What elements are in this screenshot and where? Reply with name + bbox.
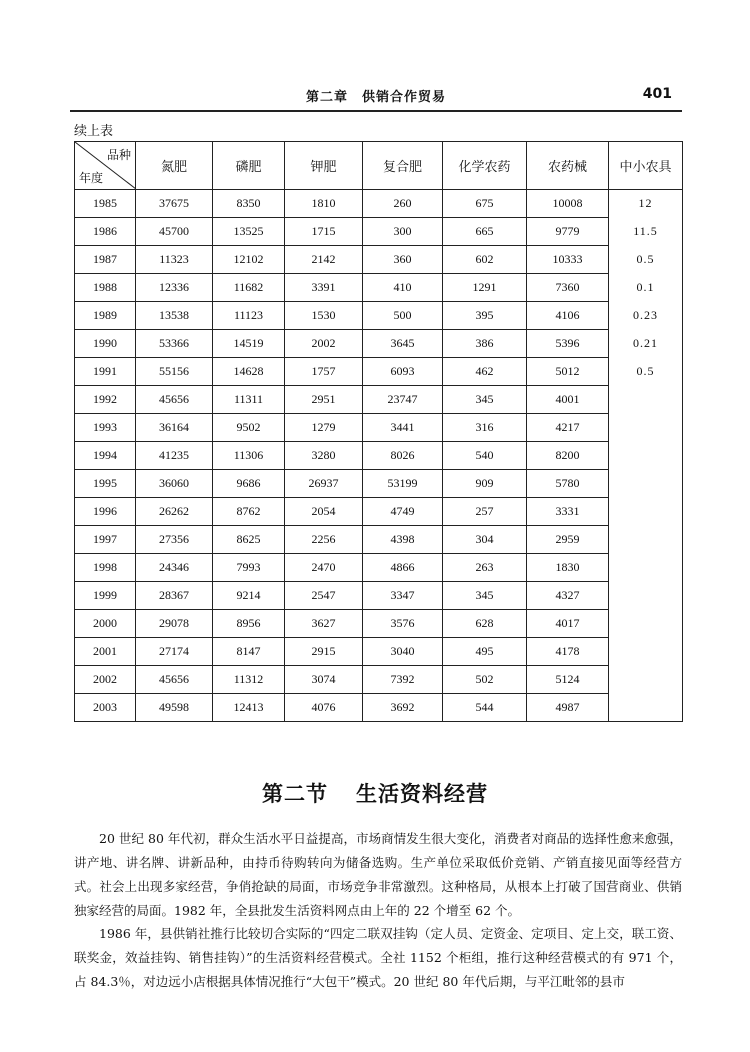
value-cell: 909 (443, 470, 527, 498)
value-cell: 26937 (285, 470, 363, 498)
year-cell: 1998 (75, 554, 136, 582)
value-cell: 4001 (527, 386, 609, 414)
value-cell: 36164 (136, 414, 213, 442)
value-cell: 2470 (285, 554, 363, 582)
value-cell: 0.23 (609, 302, 683, 330)
value-cell: 360 (363, 246, 443, 274)
column-header: 复合肥 (363, 142, 443, 190)
value-cell: 5396 (527, 330, 609, 358)
value-cell: 0.21 (609, 330, 683, 358)
value-cell: 2054 (285, 498, 363, 526)
year-cell: 1991 (75, 358, 136, 386)
value-cell: 462 (443, 358, 527, 386)
value-cell: 3074 (285, 666, 363, 694)
value-cell: 628 (443, 610, 527, 638)
table-row (75, 638, 683, 666)
value-cell: 13538 (136, 302, 213, 330)
value-cell (609, 638, 683, 666)
value-cell: 4327 (527, 582, 609, 610)
table-row (75, 470, 683, 498)
body-paragraph: 20 世纪 80 年代初，群众生活水平日益提高，市场商情发生很大变化，消费者对商品的选择性愈来愈强，讲产地、讲名牌、讲新品种，由持币待购转向为储备选购。生产单位采取低价竞销、产销直接见面等经营方式。社会上出现多家经营，争俏抢缺的局面，市场竞争非常激烈。这种格局，从根本上打破了国营商业、供销独家经营的局面。1982 年，全县批发生活资料网点由上年的 22 个增至 62 个。 (74, 831, 682, 918)
year-cell: 1997 (75, 526, 136, 554)
page-header (70, 80, 682, 112)
value-cell: 3347 (363, 582, 443, 610)
table-row (75, 190, 683, 218)
value-cell: 11311 (213, 386, 285, 414)
value-cell (609, 610, 683, 638)
value-cell: 11306 (213, 442, 285, 470)
year-cell: 1996 (75, 498, 136, 526)
value-cell: 1291 (443, 274, 527, 302)
value-cell: 675 (443, 190, 527, 218)
value-cell: 8147 (213, 638, 285, 666)
value-cell: 37675 (136, 190, 213, 218)
year-cell: 2001 (75, 638, 136, 666)
value-cell: 55156 (136, 358, 213, 386)
column-header: 磷肥 (213, 142, 285, 190)
value-cell: 12336 (136, 274, 213, 302)
table-row (75, 274, 683, 302)
value-cell: 2915 (285, 638, 363, 666)
value-cell: 4217 (527, 414, 609, 442)
value-cell: 29078 (136, 610, 213, 638)
value-cell: 544 (443, 694, 527, 722)
value-cell: 26262 (136, 498, 213, 526)
fertilizer-sales-table (74, 141, 683, 722)
value-cell: 4076 (285, 694, 363, 722)
value-cell: 3692 (363, 694, 443, 722)
value-cell: 9502 (213, 414, 285, 442)
value-cell: 1715 (285, 218, 363, 246)
value-cell: 4017 (527, 610, 609, 638)
value-cell (609, 470, 683, 498)
corner-label-year: 年度 (79, 171, 104, 185)
value-cell (609, 694, 683, 722)
value-cell: 8200 (527, 442, 609, 470)
section-number: 第二节 (262, 782, 328, 806)
table-row (75, 330, 683, 358)
value-cell: 11682 (213, 274, 285, 302)
value-cell (609, 526, 683, 554)
value-cell: 500 (363, 302, 443, 330)
table-body (75, 190, 683, 722)
value-cell: 6093 (363, 358, 443, 386)
column-header: 农药械 (527, 142, 609, 190)
value-cell: 3280 (285, 442, 363, 470)
value-cell: 3391 (285, 274, 363, 302)
value-cell: 2002 (285, 330, 363, 358)
year-cell: 2003 (75, 694, 136, 722)
value-cell (609, 582, 683, 610)
table-row (75, 666, 683, 694)
value-cell: 3040 (363, 638, 443, 666)
value-cell: 53366 (136, 330, 213, 358)
value-cell: 257 (443, 498, 527, 526)
value-cell: 12413 (213, 694, 285, 722)
value-cell: 10333 (527, 246, 609, 274)
value-cell: 2142 (285, 246, 363, 274)
chapter-title: 第二章 供销合作贸易 (305, 90, 446, 105)
value-cell: 45656 (136, 386, 213, 414)
value-cell: 1830 (527, 554, 609, 582)
value-cell: 3645 (363, 330, 443, 358)
value-cell: 7392 (363, 666, 443, 694)
year-cell: 1985 (75, 190, 136, 218)
value-cell: 12 (609, 190, 683, 218)
body-paragraph: 1986 年，县供销社推行比较切合实际的“四定二联双挂钩（定人员、定资金、定项目、定上交，联工资、联奖金，效益挂钩、销售挂钩）”的生活资料经营模式。全社 1152 个柜组，推行这种经营模式的有 971 个，占 84.3％，对边远小店根据具体情况推行“大包干”模式。20 世纪 80 年代后期，与平江毗邻的县市 (74, 926, 682, 989)
value-cell: 45656 (136, 666, 213, 694)
year-cell: 1993 (75, 414, 136, 442)
table-row (75, 554, 683, 582)
value-cell: 11.5 (609, 218, 683, 246)
value-cell: 2256 (285, 526, 363, 554)
value-cell (609, 414, 683, 442)
value-cell: 260 (363, 190, 443, 218)
column-header: 氮肥 (136, 142, 213, 190)
year-cell: 1990 (75, 330, 136, 358)
value-cell: 345 (443, 582, 527, 610)
value-cell: 540 (443, 442, 527, 470)
value-cell (609, 386, 683, 414)
value-cell: 14628 (213, 358, 285, 386)
value-cell: 345 (443, 386, 527, 414)
value-cell (609, 442, 683, 470)
value-cell: 0.1 (609, 274, 683, 302)
table-row (75, 442, 683, 470)
value-cell: 7360 (527, 274, 609, 302)
value-cell: 300 (363, 218, 443, 246)
value-cell: 410 (363, 274, 443, 302)
value-cell: 1530 (285, 302, 363, 330)
value-cell: 49598 (136, 694, 213, 722)
value-cell: 3576 (363, 610, 443, 638)
value-cell: 2951 (285, 386, 363, 414)
value-cell: 1279 (285, 414, 363, 442)
corner-label-variety: 品种 (106, 148, 131, 162)
column-header: 化学农药 (443, 142, 527, 190)
value-cell: 23747 (363, 386, 443, 414)
header-corner-cell (75, 142, 136, 190)
value-cell (609, 498, 683, 526)
value-cell: 602 (443, 246, 527, 274)
value-cell: 4749 (363, 498, 443, 526)
year-cell: 1992 (75, 386, 136, 414)
year-cell: 1986 (75, 218, 136, 246)
value-cell: 4866 (363, 554, 443, 582)
value-cell: 2547 (285, 582, 363, 610)
table-row (75, 386, 683, 414)
value-cell: 28367 (136, 582, 213, 610)
table-row (75, 302, 683, 330)
page-number: 401 (642, 86, 672, 102)
year-cell: 1987 (75, 246, 136, 274)
year-cell: 2000 (75, 610, 136, 638)
year-cell: 1988 (75, 274, 136, 302)
value-cell: 4178 (527, 638, 609, 666)
table-row (75, 246, 683, 274)
value-cell: 5012 (527, 358, 609, 386)
value-cell: 386 (443, 330, 527, 358)
value-cell (609, 554, 683, 582)
value-cell (609, 666, 683, 694)
value-cell: 27356 (136, 526, 213, 554)
value-cell: 12102 (213, 246, 285, 274)
value-cell: 8762 (213, 498, 285, 526)
value-cell: 3441 (363, 414, 443, 442)
value-cell: 4398 (363, 526, 443, 554)
value-cell: 41235 (136, 442, 213, 470)
value-cell: 3331 (527, 498, 609, 526)
value-cell: 11123 (213, 302, 285, 330)
value-cell: 9779 (527, 218, 609, 246)
value-cell: 24346 (136, 554, 213, 582)
table-continued-label: 续上表 (74, 124, 114, 139)
column-header: 中小农具 (609, 142, 683, 190)
value-cell: 1757 (285, 358, 363, 386)
value-cell: 9214 (213, 582, 285, 610)
value-cell: 316 (443, 414, 527, 442)
value-cell: 665 (443, 218, 527, 246)
value-cell: 4987 (527, 694, 609, 722)
table-header-row (75, 142, 683, 190)
value-cell: 27174 (136, 638, 213, 666)
year-cell: 1995 (75, 470, 136, 498)
section-heading (0, 778, 750, 808)
column-header: 钾肥 (285, 142, 363, 190)
value-cell: 2959 (527, 526, 609, 554)
value-cell: 502 (443, 666, 527, 694)
value-cell: 11312 (213, 666, 285, 694)
value-cell: 8625 (213, 526, 285, 554)
value-cell: 395 (443, 302, 527, 330)
value-cell: 304 (443, 526, 527, 554)
table-row (75, 358, 683, 386)
value-cell: 5124 (527, 666, 609, 694)
value-cell: 8026 (363, 442, 443, 470)
value-cell: 263 (443, 554, 527, 582)
table-row (75, 414, 683, 442)
value-cell: 8350 (213, 190, 285, 218)
value-cell: 1810 (285, 190, 363, 218)
value-cell: 4106 (527, 302, 609, 330)
value-cell: 11323 (136, 246, 213, 274)
table-row (75, 610, 683, 638)
year-cell: 1989 (75, 302, 136, 330)
year-cell: 1999 (75, 582, 136, 610)
year-cell: 1994 (75, 442, 136, 470)
table-row (75, 526, 683, 554)
value-cell: 53199 (363, 470, 443, 498)
value-cell: 8956 (213, 610, 285, 638)
value-cell: 495 (443, 638, 527, 666)
value-cell: 9686 (213, 470, 285, 498)
table-row (75, 582, 683, 610)
section-title-text: 生活资料经营 (356, 782, 488, 806)
value-cell: 36060 (136, 470, 213, 498)
table-row (75, 218, 683, 246)
value-cell: 45700 (136, 218, 213, 246)
value-cell: 10008 (527, 190, 609, 218)
value-cell: 0.5 (609, 246, 683, 274)
value-cell: 3627 (285, 610, 363, 638)
value-cell: 5780 (527, 470, 609, 498)
table-row (75, 498, 683, 526)
value-cell: 14519 (213, 330, 285, 358)
year-cell: 2002 (75, 666, 136, 694)
value-cell: 7993 (213, 554, 285, 582)
table-row (75, 694, 683, 722)
value-cell: 13525 (213, 218, 285, 246)
value-cell: 0.5 (609, 358, 683, 386)
